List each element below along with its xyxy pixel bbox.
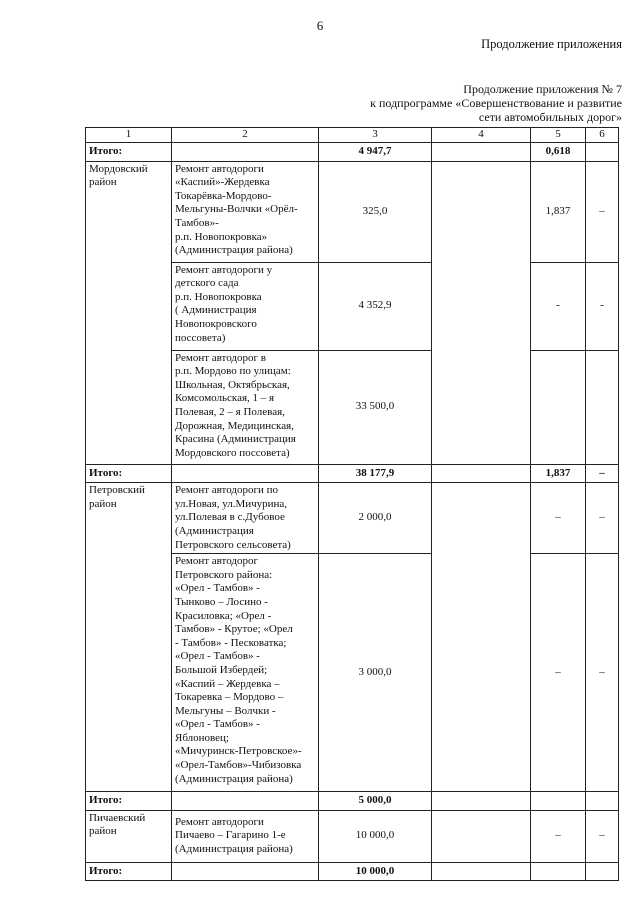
appendix-line-3: сети автомобильных дорог» [478, 110, 622, 124]
length-cell: 1,837 [531, 161, 586, 262]
roads-table [85, 127, 619, 881]
total-length: 1,837 [531, 464, 586, 483]
value-cell: – [586, 554, 619, 792]
total-amount: 10 000,0 [319, 862, 432, 881]
work-description: Ремонт автодорог в р.п. Мордово по улицам: Школьная, Октябрьская, Комсомольская, 1 – я Полевая, 2 – я Полевая, Дорожная, Медицинская, Красина (Администрация Мордовского поссовета) [172, 350, 319, 464]
total-row [86, 143, 619, 162]
total-row [86, 792, 619, 811]
column-header: 3 [319, 128, 432, 143]
length-cell: - [531, 262, 586, 350]
total-label: Итого: [86, 862, 172, 881]
appendix-line-2: к подпрограмме «Совершенствование и развитие [370, 96, 622, 110]
district-name: Пичаевский район [86, 810, 172, 862]
total-row [86, 464, 619, 483]
work-description: Ремонт автодороги Пичаево – Гагарино 1-е (Администрация района) [172, 810, 319, 862]
amount-cell: 4 352,9 [319, 262, 432, 350]
amount-cell: 10 000,0 [319, 810, 432, 862]
amount-cell: 325,0 [319, 161, 432, 262]
appendix-line-1: Продолжение приложения № 7 [463, 82, 622, 96]
column-header: 1 [86, 128, 172, 143]
amount-cell: 3 000,0 [319, 554, 432, 792]
amount-cell: 2 000,0 [319, 483, 432, 554]
table-row [86, 810, 619, 862]
total-amount: 4 947,7 [319, 143, 432, 162]
total-label: Итого: [86, 143, 172, 162]
page-number: 6 [316, 18, 324, 33]
work-description: Ремонт автодорог Петровского района: «Орел - Тамбов» - Тынково – Лосино - Красиловка; «Орел - Тамбов» - Крутое; «Орел - Тамбов» - Песковатка; «Орел - Тамбов» - Большой Избердей; «Каспий – Жердевка – Токаревка – Мордово – Мельгуны – Волчки - «Орел - Тамбов» - Яблоновец; «Мичуринск-Петровское»- «Орел-Тамбов»-Чибизовка (Администрация района) [172, 554, 319, 792]
district-name: Петровский район [86, 483, 172, 792]
table-header-row [86, 128, 619, 143]
length-cell: – [531, 483, 586, 554]
total-amount: 5 000,0 [319, 792, 432, 811]
continuation-title: Продолжение приложения [481, 37, 622, 51]
amount-cell: 33 500,0 [319, 350, 432, 464]
length-cell: – [531, 810, 586, 862]
work-description: Ремонт автодороги у детского сада р.п. Новопокровка ( Администрация Новопокровского поссовета) [172, 262, 319, 350]
column-header: 4 [432, 128, 531, 143]
total-label: Итого: [86, 792, 172, 811]
total-amount: 38 177,9 [319, 464, 432, 483]
value-cell: - [586, 262, 619, 350]
district-name: Мордовский район [86, 161, 172, 464]
work-description: Ремонт автодороги по ул.Новая, ул.Мичурина, ул.Полевая в с.Дубовое (Администрация Петровского сельсовета) [172, 483, 319, 554]
appendix-header [370, 82, 622, 124]
total-value: – [586, 464, 619, 483]
table-row [86, 483, 619, 554]
column-header: 5 [531, 128, 586, 143]
column-header: 6 [586, 128, 619, 143]
work-description: Ремонт автодороги «Каспий»-Жердевка Токарёвка-Мордово- Мельгуны-Волчки «Орёл- Тамбов»- р.п. Новопокровка» (Администрация района) [172, 161, 319, 262]
total-row [86, 862, 619, 881]
total-length: 0,618 [531, 143, 586, 162]
column-header: 2 [172, 128, 319, 143]
value-cell: – [586, 483, 619, 554]
total-label: Итого: [86, 464, 172, 483]
length-cell: – [531, 554, 586, 792]
table-row [86, 161, 619, 262]
value-cell: – [586, 810, 619, 862]
value-cell: – [586, 161, 619, 262]
